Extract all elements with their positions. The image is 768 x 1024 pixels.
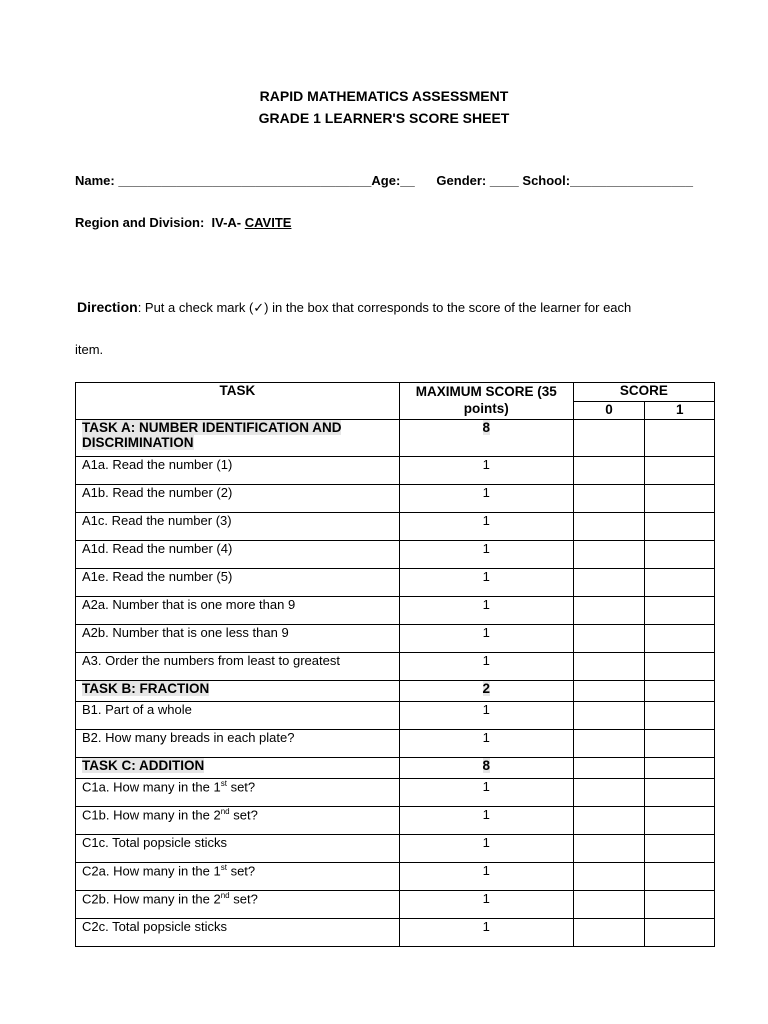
table-row [76, 730, 715, 758]
score-0-cell[interactable] [573, 807, 645, 835]
score-0-cell[interactable] [573, 625, 645, 653]
header-score-0: 0 [573, 402, 645, 420]
task-c-label: TASK C: ADDITION [82, 758, 205, 773]
score-0-cell[interactable] [573, 485, 645, 513]
document-title: RAPID MATHEMATICS ASSESSMENT [259, 88, 509, 104]
item-max: 1 [399, 779, 573, 807]
item-max: 1 [399, 597, 573, 625]
item-max: 1 [399, 807, 573, 835]
item-max: 1 [399, 730, 573, 758]
score-0-cell[interactable] [573, 779, 645, 807]
score-1-cell[interactable] [645, 457, 715, 485]
score-1-cell[interactable] [645, 681, 715, 702]
task-b-max: 2 [482, 681, 491, 696]
item-max: 1 [399, 513, 573, 541]
item-label: A2b. Number that is one less than 9 [76, 625, 400, 653]
region-label: Region and Division: IV-A- [75, 215, 245, 230]
item-max: 1 [399, 653, 573, 681]
score-1-cell[interactable] [645, 513, 715, 541]
header-max-score: MAXIMUM SCORE (35 points) [399, 383, 573, 420]
table-row [76, 457, 715, 485]
table-row [76, 597, 715, 625]
score-1-cell[interactable] [645, 569, 715, 597]
score-1-cell[interactable] [645, 597, 715, 625]
task-a-label: TASK A: NUMBER IDENTIFICATION AND DISCRIMINATION [82, 420, 342, 450]
item-max: 1 [399, 541, 573, 569]
table-row [76, 541, 715, 569]
region-division-line [75, 215, 291, 230]
table-row [76, 702, 715, 730]
item-max: 1 [399, 702, 573, 730]
score-0-cell[interactable] [573, 891, 645, 919]
item-label: A2a. Number that is one more than 9 [76, 597, 400, 625]
table-row [76, 569, 715, 597]
score-table [75, 382, 715, 947]
score-0-cell[interactable] [573, 835, 645, 863]
table-row [76, 919, 715, 947]
header-score: SCORE [573, 383, 714, 402]
item-max: 1 [399, 835, 573, 863]
score-0-cell[interactable] [573, 569, 645, 597]
table-row [76, 625, 715, 653]
task-b-label: TASK B: FRACTION [82, 681, 210, 696]
item-label: A1a. Read the number (1) [76, 457, 400, 485]
item-max: 1 [399, 625, 573, 653]
header-task: TASK [76, 383, 400, 420]
score-1-cell[interactable] [645, 485, 715, 513]
task-a-max: 8 [482, 420, 491, 435]
score-0-cell[interactable] [573, 457, 645, 485]
score-0-cell[interactable] [573, 702, 645, 730]
score-1-cell[interactable] [645, 653, 715, 681]
score-1-cell[interactable] [645, 779, 715, 807]
score-0-cell[interactable] [573, 919, 645, 947]
item-label: C2a. How many in the 1st set? [76, 863, 400, 891]
task-c-max: 8 [482, 758, 491, 773]
table-row [76, 485, 715, 513]
score-1-cell[interactable] [645, 625, 715, 653]
item-label: A1c. Read the number (3) [76, 513, 400, 541]
table-row [76, 891, 715, 919]
region-value: CAVITE [244, 215, 292, 230]
item-max: 1 [399, 863, 573, 891]
item-max: 1 [399, 569, 573, 597]
item-label: B1. Part of a whole [76, 702, 400, 730]
item-label: C1b. How many in the 2nd set? [76, 807, 400, 835]
score-0-cell[interactable] [573, 420, 645, 457]
score-1-cell[interactable] [645, 863, 715, 891]
item-max: 1 [399, 891, 573, 919]
item-label: C2c. Total popsicle sticks [76, 919, 400, 947]
task-row [76, 758, 715, 779]
item-label: C1a. How many in the 1st set? [76, 779, 400, 807]
score-1-cell[interactable] [645, 541, 715, 569]
direction-continued: item. [75, 342, 104, 357]
table-row [76, 863, 715, 891]
score-0-cell[interactable] [573, 541, 645, 569]
item-max: 1 [399, 919, 573, 947]
item-label: B2. How many breads in each plate? [76, 730, 400, 758]
score-1-cell[interactable] [645, 420, 715, 457]
score-1-cell[interactable] [645, 730, 715, 758]
task-row [76, 420, 715, 457]
item-label: A3. Order the numbers from least to greatest [76, 653, 400, 681]
learner-info-line: Name: ___________________________________Age:__ Gender: ____ School:_________________ [75, 173, 693, 188]
item-label: A1e. Read the number (5) [76, 569, 400, 597]
score-1-cell[interactable] [645, 835, 715, 863]
item-label: A1d. Read the number (4) [76, 541, 400, 569]
score-0-cell[interactable] [573, 653, 645, 681]
item-max: 1 [399, 485, 573, 513]
score-0-cell[interactable] [573, 863, 645, 891]
table-row [76, 835, 715, 863]
score-0-cell[interactable] [573, 681, 645, 702]
score-0-cell[interactable] [573, 730, 645, 758]
direction-text [77, 299, 631, 316]
header-score-1: 1 [645, 402, 715, 420]
score-0-cell[interactable] [573, 597, 645, 625]
score-1-cell[interactable] [645, 919, 715, 947]
score-0-cell[interactable] [573, 513, 645, 541]
document-subtitle: GRADE 1 LEARNER'S SCORE SHEET [258, 110, 510, 126]
table-row [76, 653, 715, 681]
direction-label: Direction [77, 299, 138, 315]
item-label: C1c. Total popsicle sticks [76, 835, 400, 863]
item-label: A1b. Read the number (2) [76, 485, 400, 513]
task-row [76, 681, 715, 702]
item-label: C2b. How many in the 2nd set? [76, 891, 400, 919]
score-1-cell[interactable] [645, 758, 715, 779]
item-max: 1 [399, 457, 573, 485]
score-0-cell[interactable] [573, 758, 645, 779]
score-1-cell[interactable] [645, 702, 715, 730]
score-1-cell[interactable] [645, 807, 715, 835]
score-1-cell[interactable] [645, 891, 715, 919]
direction-body: : Put a check mark (✓) in the box that corresponds to the score of the learner for each [137, 300, 632, 315]
table-row [76, 779, 715, 807]
table-row [76, 807, 715, 835]
table-row [76, 513, 715, 541]
